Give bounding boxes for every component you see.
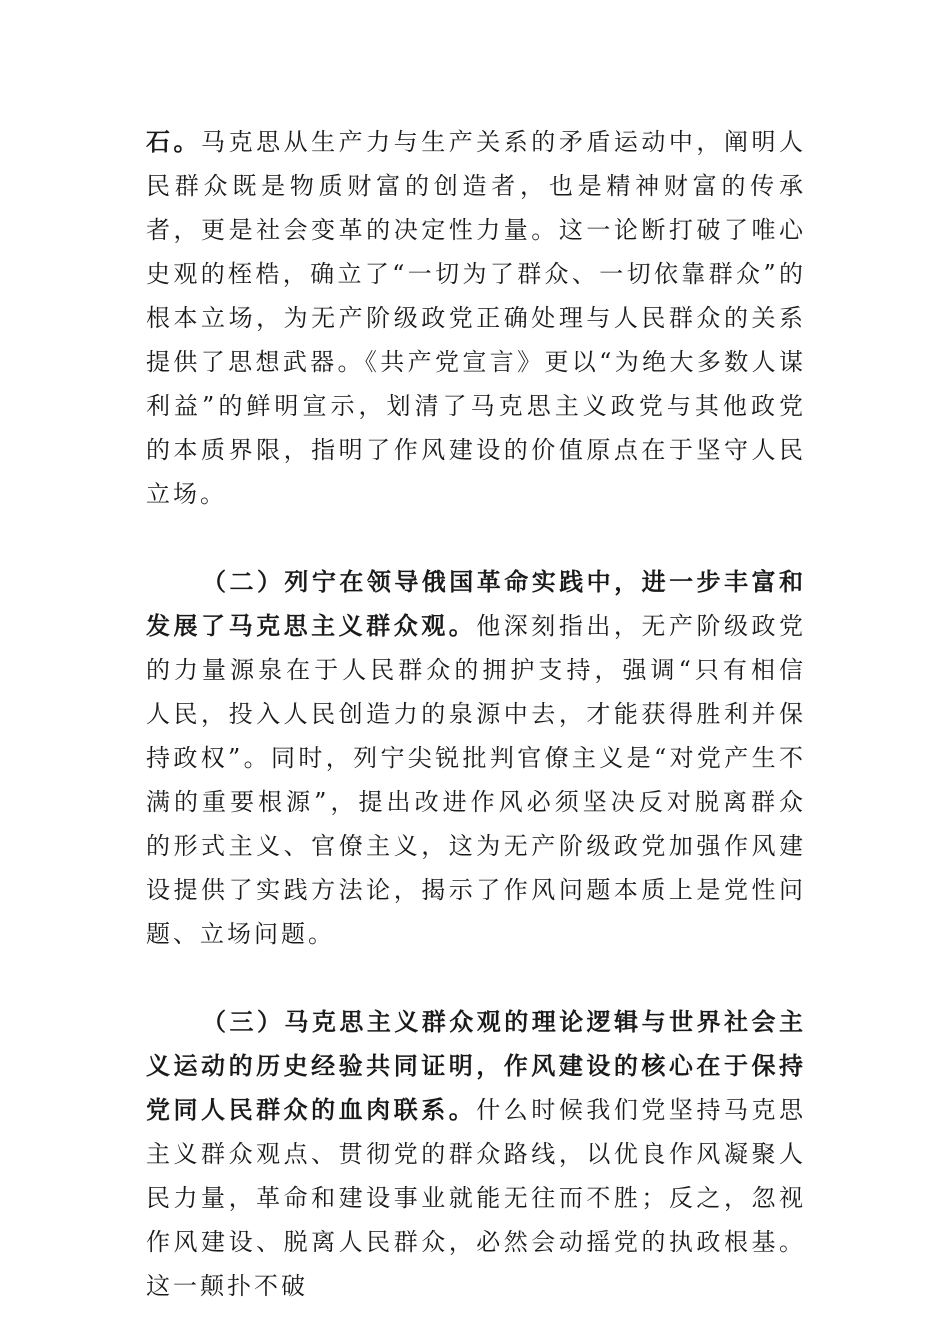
paragraph-2 xyxy=(146,560,806,956)
paragraph-3-text: 什么时候我们党坚持马克思主义群众观点、贯彻党的群众路线，以优良作风凝聚人民力量，革命和建设事业就能无往而不胜；反之，忽视作风建设、脱离人民群众，必然会动摇党的执政根基。这一颠扑不破 xyxy=(146,1096,807,1300)
paragraph-3 xyxy=(146,1000,806,1308)
paragraph-2-heading: （二）列宁在领导俄国革命实践中，进一步丰富和发展了马克思主义群众观。 xyxy=(146,568,806,640)
paragraph-1 xyxy=(146,120,806,516)
document-body xyxy=(146,120,806,1308)
paragraph-2-text: 他深刻指出，无产阶级政党的力量源泉在于人民群众的拥护支持，强调“只有相信人民，投入人民创造力的泉源中去，才能获得胜利并保持政权”。同时，列宁尖锐批判官僚主义是“对党产生不满的重要根源”，提出改进作风必须坚决反对脱离群众的形式主义、官僚主义，这为无产阶级政党加强作风建设提供了实践方法论，揭示了作风问题本质上是党性问题、立场问题。 xyxy=(146,612,807,948)
paragraph-1-bold-lead: 石。 xyxy=(146,128,202,156)
paragraph-1-text: 马克思从生产力与生产关系的矛盾运动中，阐明人民群众既是物质财富的创造者，也是精神财富的传承者，更是社会变革的决定性力量。这一论断打破了唯心史观的桎梏，确立了“一切为了群众、一切依靠群众”的根本立场，为无产阶级政党正确处理与人民群众的关系提供了思想武器。《共产党宣言》更以“为绝大多数人谋利益”的鲜明宣示，划清了马克思主义政党与其他政党的本质界限，指明了作风建设的价值原点在于坚守人民立场。 xyxy=(146,128,807,508)
paragraph-3-heading: （三）马克思主义群众观的理论逻辑与世界社会主义运动的历史经验共同证明，作风建设的核心在于保持党同人民群众的血肉联系。 xyxy=(146,1008,806,1124)
